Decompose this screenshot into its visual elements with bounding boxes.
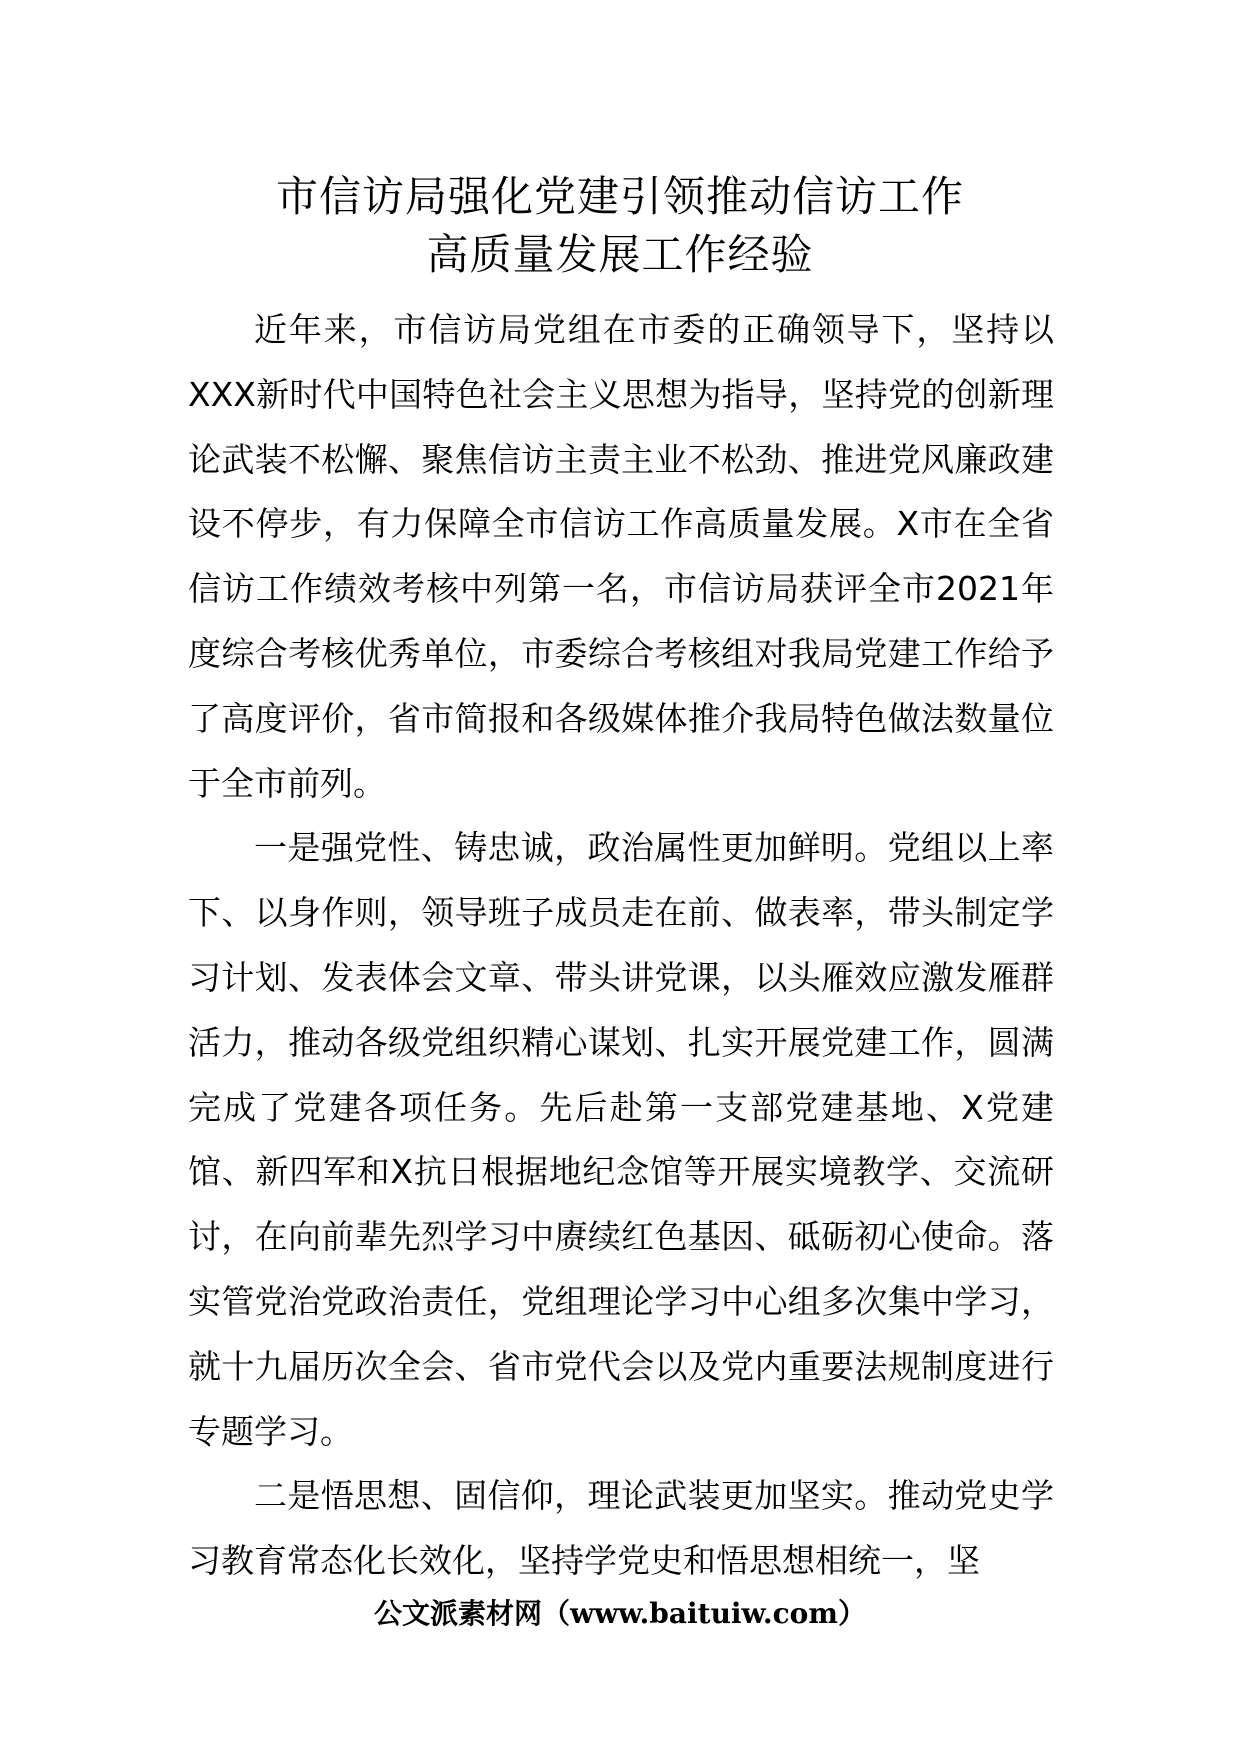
footer-watermark: 公文派素材网（www.baituiw.com） [374,1597,866,1630]
document-body [188,298,1054,1594]
document-title [188,168,1052,284]
paragraph-text: 近年来，市信访局党组在市委的正确领导下，坚持以XXX新时代中国特色社会主义思想为指导，坚持党的创新理论武装不松懈、聚焦信访主责主业不松劲、推进党风廉政建设不停步，有力保障全市信访工作高质量发展。X市在全省信访工作绩效考核中列第一名，市信访局获评全市2021年度综合考核优秀单位，市委综合考核组对我局党建工作给予了高度评价，省市简报和各级媒体推介我局特色做法数量位于全市前列。 [188,310,1054,803]
title-line-1: 市信访局强化党建引领推动信访工作 [275,172,964,221]
paragraph-lead: 一是强党性、铸忠诚，政治属性更加鲜明。 [254,828,888,868]
paragraph-lead: 二是悟思想、固信仰，理论武装更加坚实。 [254,1476,888,1516]
title-line-2: 高质量发展工作经验 [426,230,814,279]
paragraph-intro [188,298,1054,816]
paragraph-text: 推动党史学习教育常态化长效化，坚持学党史和悟思想相统一，坚 [188,1476,1055,1581]
paragraph-section-1 [188,816,1054,1464]
paragraph-text: 党组以上率下、以身作则，领导班子成员走在前、做表率，带头制定学习计划、发表体会文章、带头讲党课，以头雁效应激发雁群活力，推动各级党组织精心谋划、扎实开展党建工作，圆满完成了党建各项任务。先后赴第一支部党建基地、X党建馆、新四军和X抗日根据地纪念馆等开展实境教学、交流研讨，在向前辈先烈学习中赓续红色基因、砥砺初心使命。落实管党治党政治责任，党组理论学习中心组多次集中学习，就十九届历次全会、省市党代会以及党内重要法规制度进行专题学习。 [188,828,1055,1451]
paragraph-section-2 [188,1464,1054,1594]
